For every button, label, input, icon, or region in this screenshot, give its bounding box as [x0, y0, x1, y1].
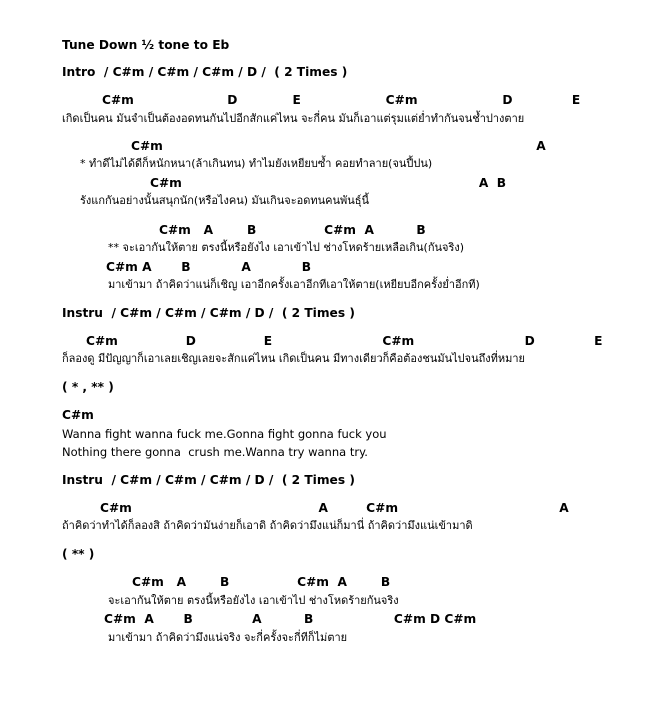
section-header-instru: Instru / C#m / C#m / C#m / D / ( 2 Times )	[62, 306, 355, 320]
section-header-intro: Intro / C#m / C#m / C#m / D / ( 2 Times )	[62, 65, 348, 79]
lyric-line: Wanna fight wanna fuck me.Gonna fight gonna fuck you	[62, 427, 387, 441]
chord-line: C#m A B C#m A B	[132, 575, 391, 589]
repeat-marker: ( ** )	[62, 547, 95, 561]
repeat-marker: ( * , ** )	[62, 380, 114, 394]
lyric-line: ** จะเอากันให้ตาย ตรงนี้หรือยังไง เอาเข้าไป ช่างโหดร้ายเหลือเกิน(กันจริง)	[108, 241, 465, 254]
lyric-line: ก็ลองดู มีปัญญาก็เอาเลยเชิญเลยจะสักแค่ไหน เกิดเป็นคน มีทางเดียวก็คือต้องชนมันไปจนถึงที่หมาย	[62, 352, 526, 365]
chord-line: C#m A B A B	[106, 260, 312, 274]
lyric-line: เกิดเป็นคน มันจำเป็นต้องอดทนกันไปอีกสักแค่ไหน จะกี่คน มันก็เอาแต่รุมแต่ย่ำทำกันจนช้ำปางตาย	[62, 112, 525, 125]
chord-line: C#m A C#m A	[100, 501, 569, 515]
section-header-instru: Instru / C#m / C#m / C#m / D / ( 2 Times )	[62, 473, 355, 487]
lyric-line: รังแกกันอย่างนั้นสนุกนัก(หรือไงคน) มันเกินจะอดทนคนพันธุ์นี้	[80, 194, 370, 207]
lyric-line: มาเข้ามา ถ้าคิดว่ามึงแน่จริง จะกี่ครั้งจะกี่ทีก็ไม่ตาย	[108, 631, 348, 644]
lyric-line: มาเข้ามา ถ้าคิดว่าแน่ก็เชิญ เอาอีกครั้งเอาอีกทีเอาให้ตาย(เหยียบอีกครั้งย่ำอีกที)	[108, 278, 480, 291]
lyric-line: Nothing there gonna crush me.Wanna try wanna try.	[62, 445, 368, 459]
chord-line: C#m A B C#m A B	[159, 223, 426, 237]
tuning-line: Tune Down ½ tone to Eb	[62, 38, 230, 52]
lyric-line: ถ้าคิดว่าทำได้ก็ลองสิ ถ้าคิดว่ามันง่ายก็เอาดิ ถ้าคิดว่ามึงแน่ก็มานี่ ถ้าคิดว่ามึงแน่เข้ามาดิ	[62, 519, 473, 532]
lyric-line: * ทำดีไม่ได้ดีก็หนักหนา(ล้าเกินทน) ทำไมยังเหยียบซ้ำ คอยทำลาย(จนปี้ปน)	[80, 157, 433, 170]
chord-line: C#m D E C#m D E	[102, 93, 581, 107]
lyric-line: จะเอากันให้ตาย ตรงนี้หรือยังไง เอาเข้าไป ช่างโหดร้ายกันจริง	[108, 594, 399, 607]
chord-line: C#m	[62, 408, 94, 422]
chord-line: C#m A B	[150, 176, 507, 190]
chord-line: C#m D E C#m D E	[86, 334, 603, 348]
chord-line: C#m A	[131, 139, 546, 153]
chord-line: C#m A B A B C#m D C#m	[104, 612, 477, 626]
